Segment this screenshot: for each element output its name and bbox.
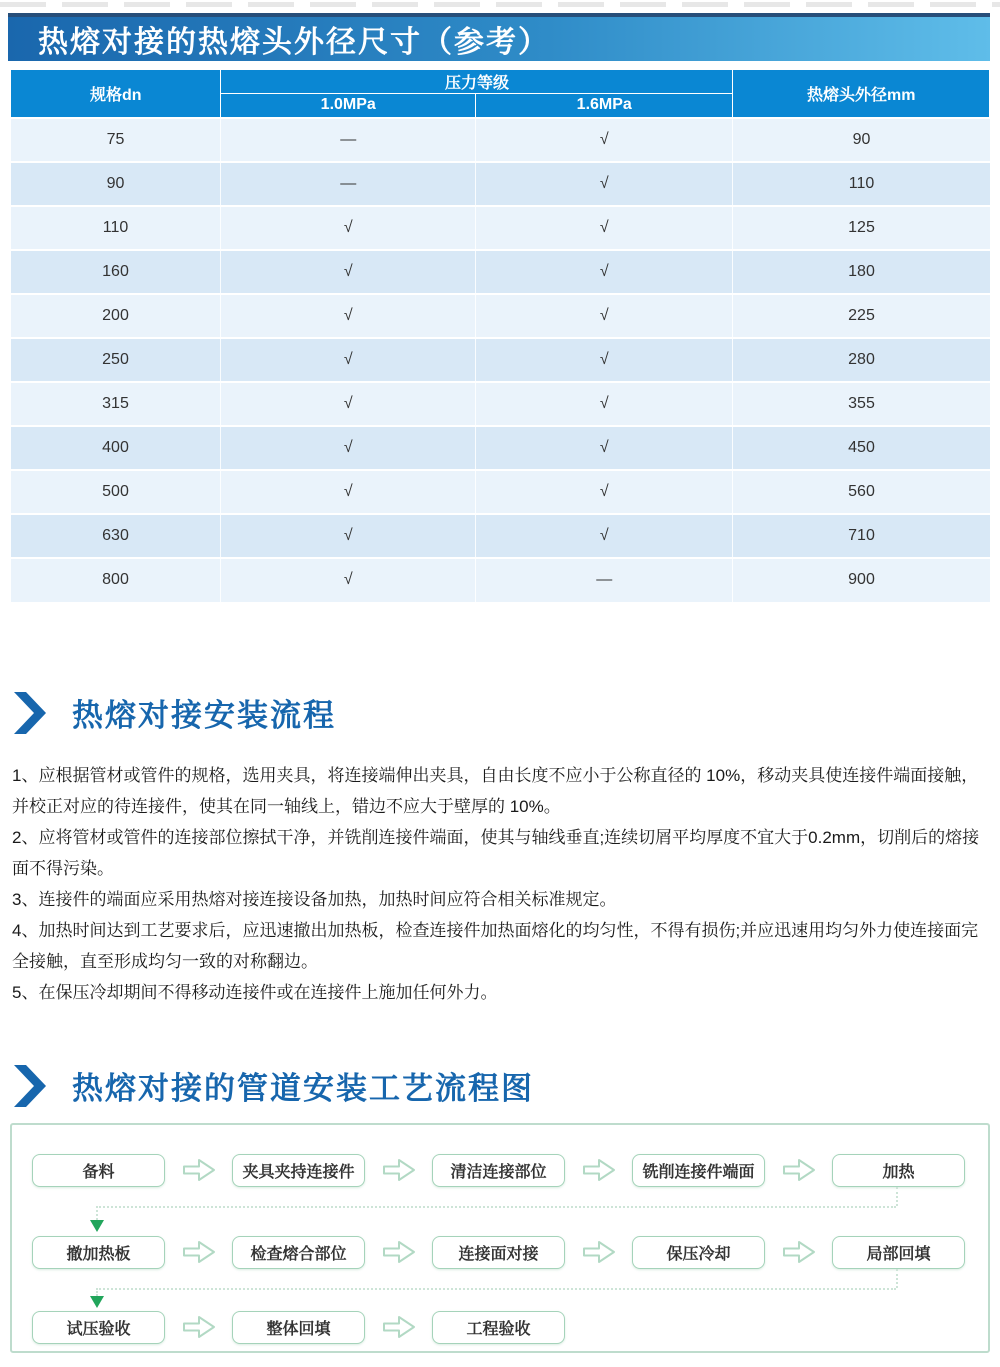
table-row [11,162,990,206]
cell-p10: √ [221,294,476,338]
top-dashed-strip [0,2,1000,7]
table-row [11,470,990,514]
cell-p16: √ [476,514,733,558]
step-paragraph: 2、应将管材或管件的连接部位擦拭干净，并铣削连接件端面，使其与轴线垂直;连续切屑平均厚度不宜大于0.2mm，切削后的熔接面不得污染。 [12,827,980,878]
step-paragraph: 4、加热时间达到工艺要求后，应迅速撤出加热板，检查连接件加热面熔化的均匀性，不得有损伤;并应迅速用均匀外力使连接面完全接触，直至形成均匀一致的对称翻边。 [12,920,979,971]
cell-p16: √ [476,470,733,514]
header-cell-1.6mpa: 1.6MPa [476,94,733,118]
cell-p10: √ [221,470,476,514]
dotted-connector-vertical [896,1269,898,1288]
cell-dn: 500 [102,482,129,500]
title-banner [8,13,990,61]
spec-table-header [11,70,990,118]
dotted-connector-horizontal [96,1288,896,1290]
cell-od: 355 [733,382,990,426]
flow-step-box: 局部回填 [832,1236,965,1269]
arrow-right-icon [365,1157,432,1183]
cell-dn: 315 [102,394,129,412]
flow-step-box: 加热 [832,1154,965,1187]
dotted-connector-vertical [96,1288,98,1296]
cell-p16: √ [476,162,733,206]
arrow-right-icon [565,1239,632,1265]
cell-dn: 110 [102,218,129,236]
flow-step-box: 保压冷却 [632,1236,765,1269]
cell-p16: √ [476,382,733,426]
cell-od: 180 [733,250,990,294]
flow-step-box: 工程验收 [432,1311,565,1344]
cell-dn: 90 [106,174,125,192]
cell-p10: √ [221,514,476,558]
cell-p16: √ [476,426,733,470]
header-cell-od: 热熔头外径mm [733,70,990,118]
table-row [11,382,990,426]
cell-od: 560 [733,470,990,514]
table-row [11,206,990,250]
section-title: 热熔对接安装流程 [72,698,336,733]
table-row [11,294,990,338]
arrow-right-icon [565,1157,632,1183]
arrow-right-icon [165,1239,232,1265]
table-row [11,514,990,558]
flow-step-box: 铣削连接件端面 [632,1154,765,1187]
step-paragraph: 3、连接件的端面应采用热熔对接连接设备加热，加热时间应符合相关标准规定。 [12,889,617,909]
cell-p16: — [476,558,733,602]
cell-p16: √ [476,250,733,294]
cell-od: 110 [733,162,990,206]
section-heading-flowchart [14,1063,1000,1109]
flow-step-box: 试压验收 [32,1311,165,1344]
table-row [11,250,990,294]
cell-od: 125 [733,206,990,250]
dotted-connector-vertical [896,1187,898,1206]
cell-p10: √ [221,250,476,294]
dotted-connector-horizontal [96,1206,896,1208]
flow-step-box: 连接面对接 [432,1236,565,1269]
cell-p10: √ [221,558,476,602]
cell-od: 710 [733,514,990,558]
header-cell-pressure: 压力等级 [221,70,733,94]
flowchart [10,1123,990,1353]
table-row [11,426,990,470]
flow-step-box: 清洁连接部位 [432,1154,565,1187]
flow-step-box: 检查熔合部位 [232,1236,365,1269]
flow-step-box: 夹具夹持连接件 [232,1154,365,1187]
dotted-connector-vertical [96,1206,98,1220]
cell-dn: 200 [102,306,129,324]
table-row [11,118,990,162]
cell-dn: 630 [102,526,129,544]
cell-dn: 800 [102,571,129,588]
arrow-right-icon [765,1157,832,1183]
cell-od: 280 [733,338,990,382]
cell-p10: √ [221,206,476,250]
cell-p16: √ [476,294,733,338]
spec-table [10,69,990,602]
cell-od: 225 [733,294,990,338]
step-paragraph: 1、应根据管材或管件的规格，选用夹具，将连接端伸出夹具，自由长度不应小于公称直径的 10%，移动夹具使连接件端面接触，并校正对应的待连接件，使其在同一轴线上，错边不应大于壁厚的 10%。 [12,765,979,816]
cell-p16: √ [476,338,733,382]
flow-step-box: 备料 [32,1154,165,1187]
arrow-right-icon [765,1239,832,1265]
arrow-down-icon [90,1220,104,1232]
page-title: 热熔对接的热熔头外径尺寸（参考） [38,26,550,59]
arrow-right-icon [365,1239,432,1265]
flow-row [32,1154,965,1187]
cell-dn: 75 [106,130,125,148]
flow-step-box: 撤加热板 [32,1236,165,1269]
chevron-right-icon [14,1065,46,1107]
chevron-right-icon [14,692,46,734]
cell-p10: √ [221,426,476,470]
cell-p16: √ [476,118,733,162]
cell-dn: 250 [102,350,129,368]
cell-od: 90 [733,118,990,162]
cell-od: 450 [733,426,990,470]
step-paragraph: 5、在保压冷却期间不得移动连接件或在连接件上施加任何外力。 [12,982,498,1002]
arrow-down-icon [90,1296,104,1308]
header-cell-spec: 规格dn [11,70,221,118]
section-title: 热熔对接的管道安装工艺流程图 [72,1071,534,1106]
arrow-right-icon [365,1314,432,1340]
section-heading-install [14,690,1000,736]
table-row [11,338,990,382]
cell-od: 900 [733,558,990,602]
cell-p10: √ [221,382,476,426]
table-row [11,558,990,602]
arrow-right-icon [165,1157,232,1183]
arrow-right-icon [165,1314,232,1340]
header-cell-1.0mpa: 1.0MPa [221,94,476,118]
cell-dn: 400 [102,438,129,456]
flow-row [32,1311,565,1344]
flow-step-box: 整体回填 [232,1311,365,1344]
flow-row [32,1236,965,1269]
cell-p10: — [221,162,476,206]
cell-dn: 160 [102,262,129,280]
cell-p10: √ [221,338,476,382]
install-steps [12,760,988,1008]
cell-p16: √ [476,206,733,250]
cell-p10: — [221,118,476,162]
